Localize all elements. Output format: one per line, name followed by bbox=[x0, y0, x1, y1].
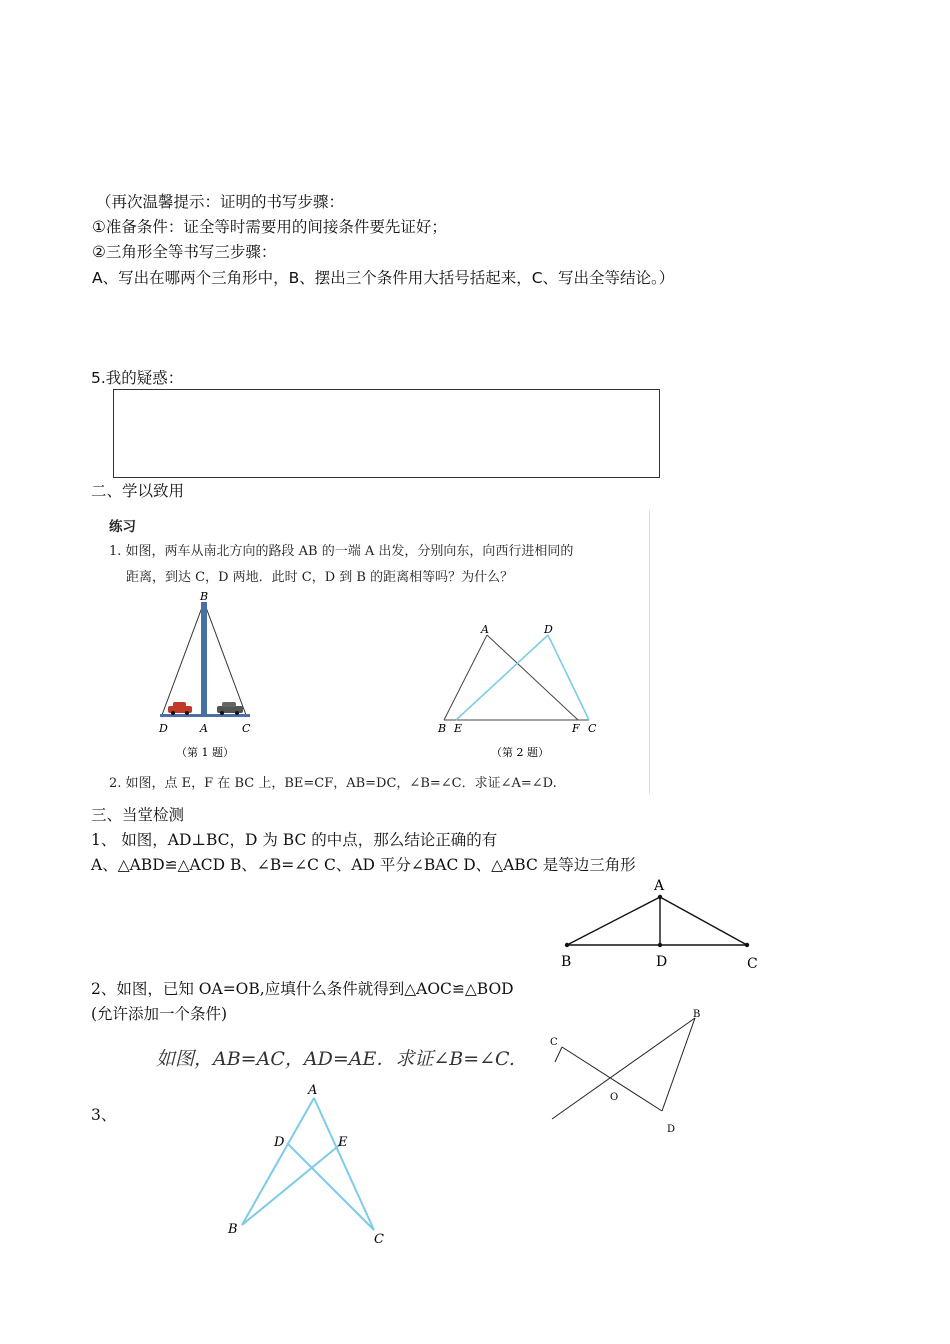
q3-fig-label-B: B bbox=[228, 1222, 238, 1237]
q1-fig-label-C: C bbox=[747, 956, 758, 972]
q2-fig-label-B: B bbox=[693, 1009, 701, 1020]
q3-number: 3、 bbox=[91, 1106, 117, 1124]
q2-fig-label-C: C bbox=[550, 1037, 558, 1048]
doubts-label: 5.我的疑惑： bbox=[91, 369, 184, 387]
section3-q2-note: (允许添加一个条件) bbox=[91, 1005, 228, 1023]
section3-q1-options: A、△ABD≌△ACD B、∠B=∠C C、AD 平分∠BAC D、△ABC 是等边三角形 bbox=[91, 856, 636, 874]
hint-line-2: ①准备条件：证全等时需要用的间接条件要先证好； bbox=[92, 218, 447, 236]
q1-triangle-figure bbox=[555, 877, 775, 972]
q1-fig-label-B: B bbox=[561, 954, 572, 970]
fig1-label-B: B bbox=[200, 590, 209, 603]
q3-fig-label-A: A bbox=[308, 1083, 318, 1098]
q2-fig-label-O: O bbox=[610, 1092, 619, 1103]
q1-fig-label-D: D bbox=[656, 954, 668, 970]
doubts-answer-box[interactable] bbox=[113, 389, 660, 478]
practice-panel bbox=[96, 510, 650, 794]
q2-fig-label-D: D bbox=[667, 1124, 676, 1135]
fig1-label-D: D bbox=[159, 722, 168, 735]
practice-title: 练习 bbox=[109, 519, 136, 535]
q3-figure bbox=[222, 1080, 402, 1250]
section2-heading: 二、学以致用 bbox=[91, 482, 185, 500]
car-right-icon bbox=[217, 702, 243, 715]
section3-q1: 1、 如图，AD⊥BC，D 为 BC 的中点，那么结论正确的有 bbox=[91, 831, 498, 849]
car-left-icon bbox=[168, 702, 192, 715]
q3-statement: 如图，AB=AC，AD=AE．求证∠B=∠C. bbox=[156, 1048, 515, 1070]
hint-line-1: （再次温馨提示：证明的书写步骤： bbox=[96, 193, 345, 211]
fig2-label-E: E bbox=[454, 722, 463, 735]
q2-figure bbox=[545, 1005, 725, 1135]
figure-1-diagram bbox=[96, 510, 649, 794]
fig1-label-C: C bbox=[242, 722, 251, 735]
q1-fig-label-A: A bbox=[654, 878, 665, 894]
fig2-label-D: D bbox=[544, 623, 553, 636]
section3-q2: 2、如图，已知 OA=OB,应填什么条件就得到△AOC≌△BOD bbox=[91, 980, 514, 998]
fig2-label-F: F bbox=[572, 722, 580, 735]
practice-q2: 2. 如图，点 E，F 在 BC 上，BE=CF，AB=DC，∠B=∠C．求证∠A=∠D. bbox=[109, 776, 557, 791]
q3-fig-label-E: E bbox=[338, 1135, 348, 1150]
q3-fig-label-C: C bbox=[374, 1232, 384, 1247]
fig2-label-B: B bbox=[438, 722, 447, 735]
fig1-label-A: A bbox=[200, 722, 208, 735]
fig2-label-C: C bbox=[588, 722, 597, 735]
q3-fig-label-D: D bbox=[274, 1135, 285, 1150]
practice-q1-line1: 1. 如图，两车从南北方向的路段 AB 的一端 A 出发，分别向东，向西行进相同的 bbox=[109, 544, 574, 559]
fig1-caption: （第 1 题） bbox=[176, 746, 234, 759]
fig2-label-A: A bbox=[481, 623, 489, 636]
hint-line-3: ②三角形全等书写三步骤： bbox=[92, 243, 277, 261]
hint-line-4: A、写出在哪两个三角形中，B、摆出三个条件用大括号括起来，C、写出全等结论。） bbox=[92, 269, 675, 287]
practice-q1-line2: 距离，到达 C，D 两地．此时 C，D 到 B 的距离相等吗？为什么？ bbox=[126, 570, 514, 585]
section3-heading: 三、当堂检测 bbox=[91, 806, 185, 824]
fig2-caption: （第 2 题） bbox=[491, 746, 549, 759]
